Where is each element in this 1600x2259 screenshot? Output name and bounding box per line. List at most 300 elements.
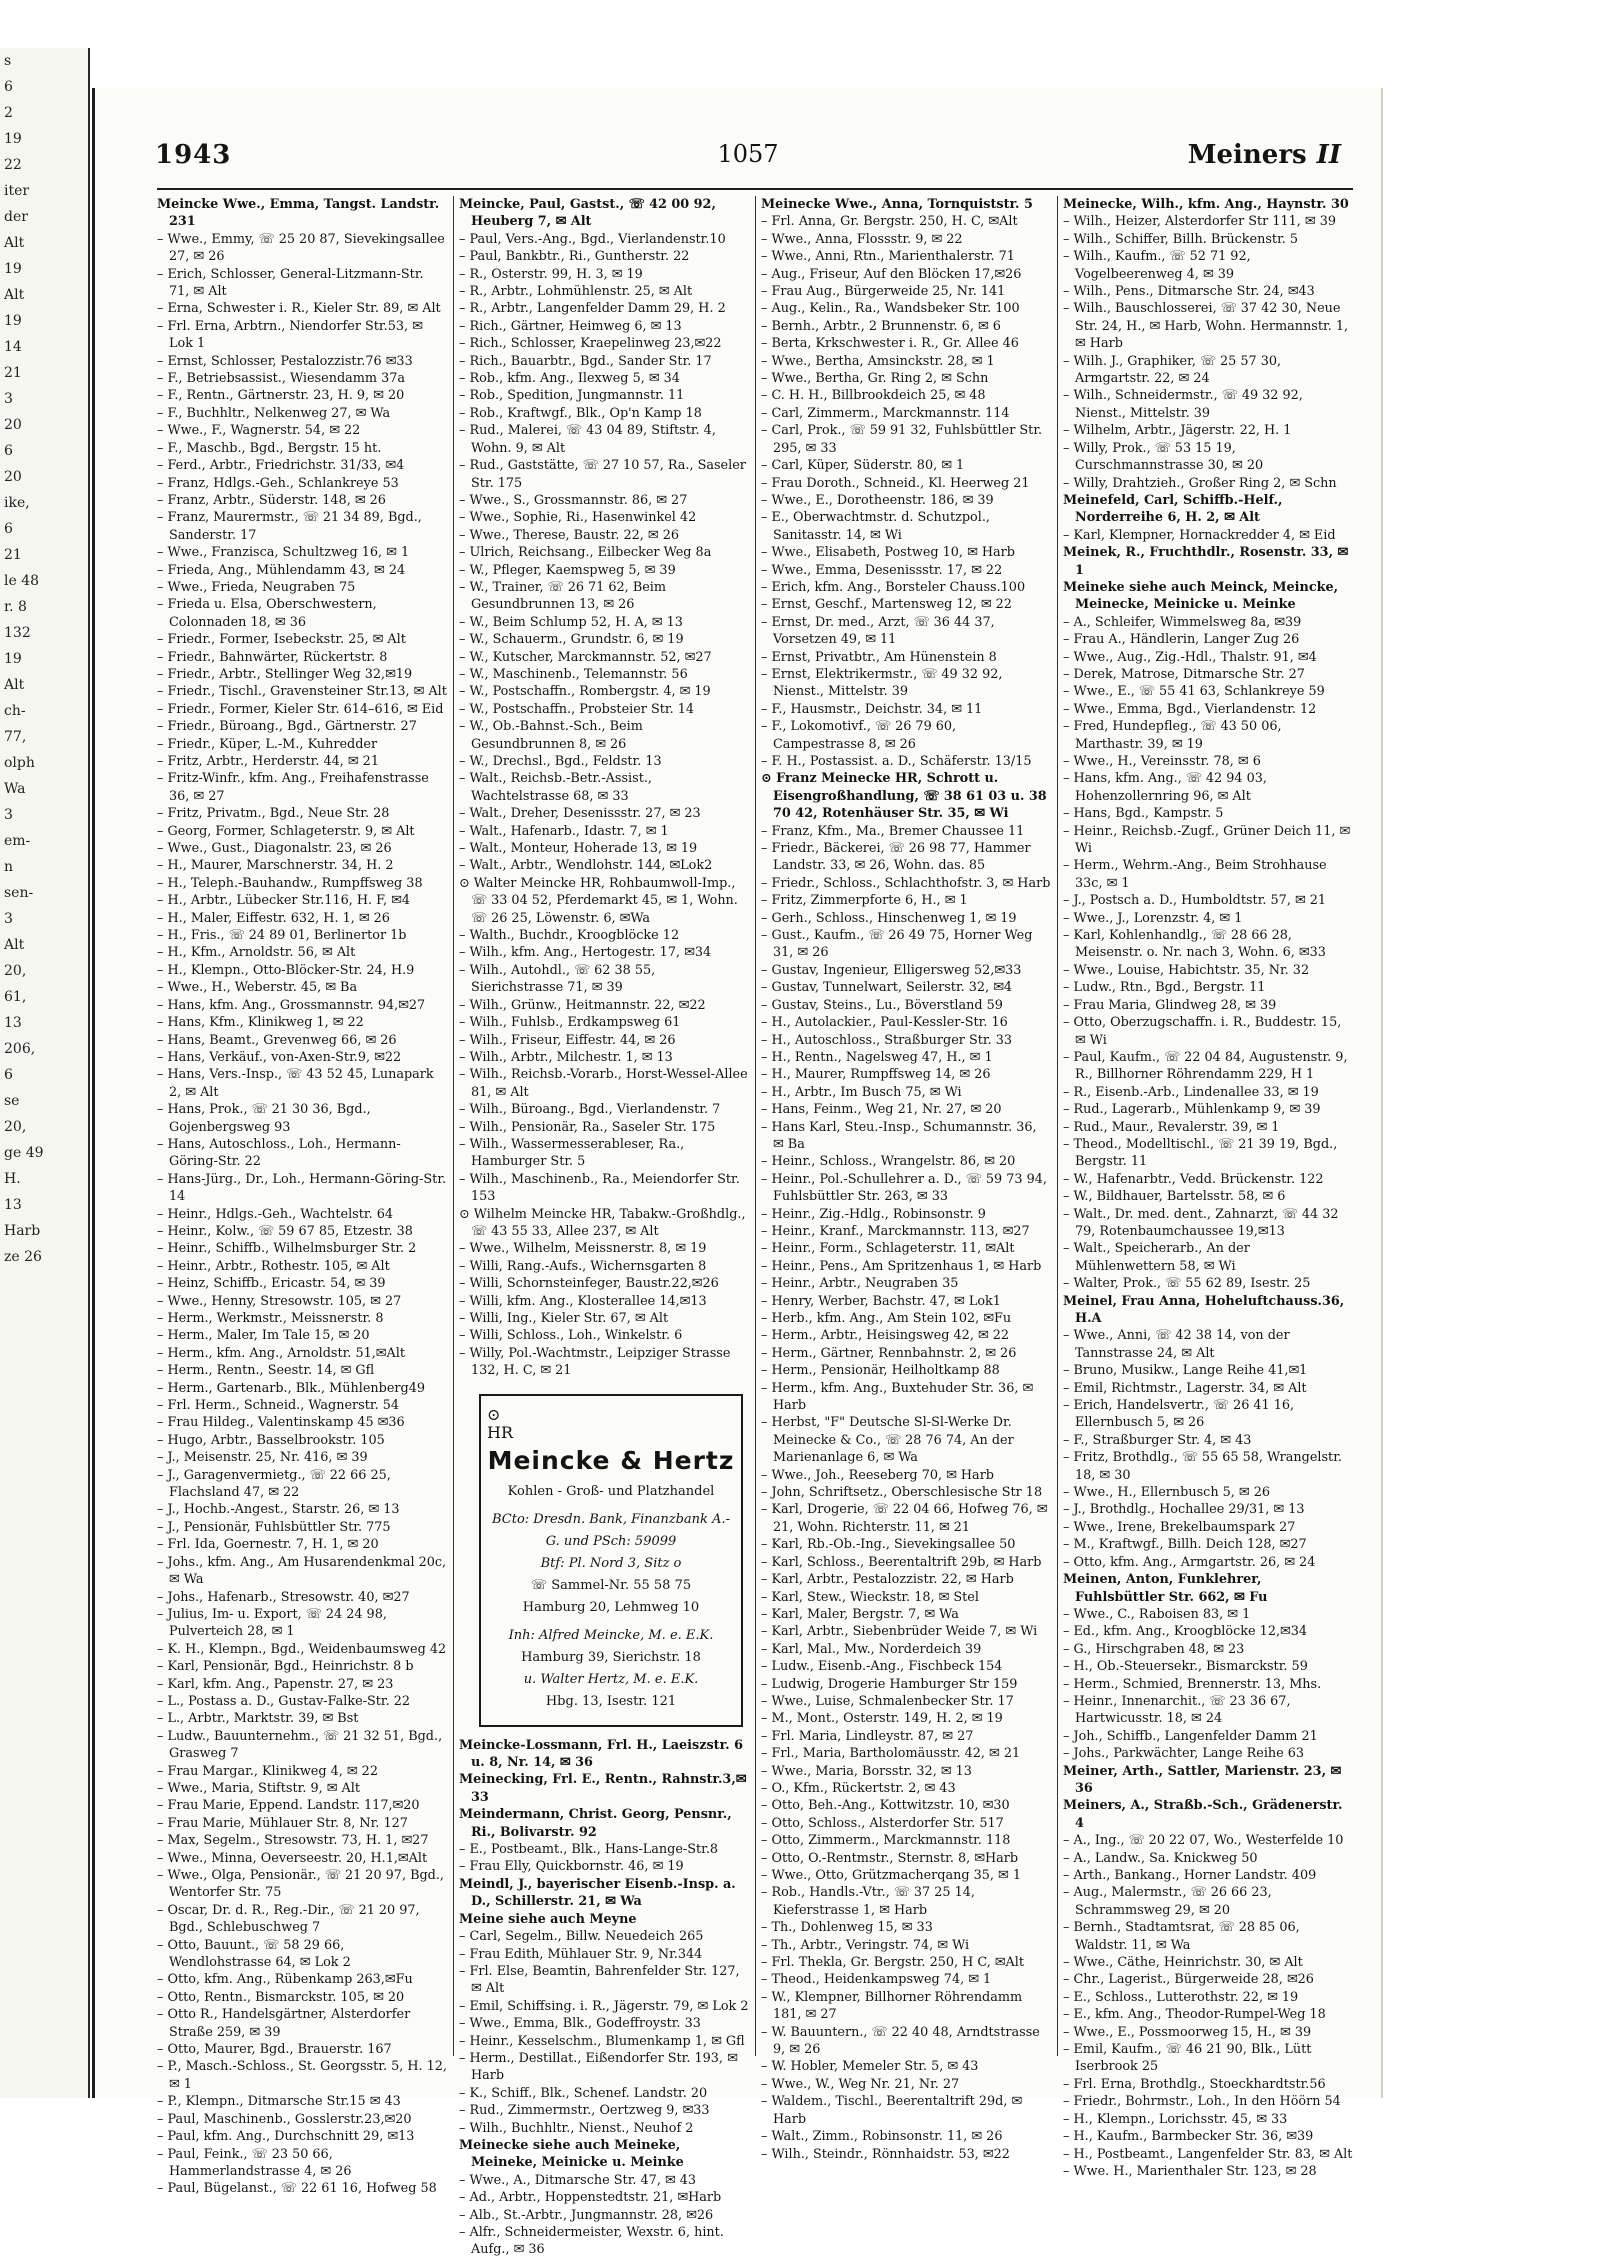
directory-entry: – Walt., Monteur, Hoherade 13, ✉ 19 xyxy=(459,841,698,857)
directory-entry: – Heinr., Arbtr., Neugraben 35 xyxy=(761,1276,959,1292)
prev-page-fragment: 20 xyxy=(4,417,22,433)
prev-page-fragment: 20, xyxy=(4,1119,27,1135)
directory-entry: – Wilh., Autohdl., ☏ 62 38 55, Sierichstrasse 71, ✉ 39 xyxy=(459,962,656,996)
directory-entry: – Erich, Schlosser, General-Litzmann-Str. 71, ✉ Alt xyxy=(157,266,424,300)
directory-entry: – Bernh., Stadtamtsrat, ☏ 28 85 06, Waldstr. 11, ✉ Wa xyxy=(1063,1920,1300,1953)
directory-entry: – Otto, O.-Rentmstr., Sternstr. 8, ✉Harb xyxy=(761,1850,1019,1866)
directory-entry: – Wwe., E., Dorotheenstr. 186, ✉ 39 xyxy=(761,492,994,508)
directory-entry: – Willi, Schornsteinfeger, Baustr.22,✉26 xyxy=(459,1276,719,1292)
directory-entry: – Heinr., Form., Schlageterstr. 11, ✉Alt xyxy=(761,1241,1015,1257)
prev-page-fragment: 14 xyxy=(4,339,22,355)
directory-entry: – Walter, Prok., ☏ 55 62 89, Isestr. 25 xyxy=(1063,1276,1311,1292)
directory-entry: – Wilh., Grünw., Heitmannstr. 22, ✉22 xyxy=(459,997,706,1013)
directory-entry: – J., Meisenstr. 25, Nr. 416, ✉ 39 xyxy=(157,1450,368,1466)
directory-entry: – Walt., Dreher, Desenissstr. 27, ✉ 23 xyxy=(459,806,701,822)
directory-page xyxy=(92,88,1381,2258)
directory-entry: – Willi, Rang.-Aufs., Wichernsgarten 8 xyxy=(459,1258,707,1274)
directory-entry: – R., Arbtr., Lohmühlenstr. 25, ✉ Alt xyxy=(459,284,693,300)
directory-entry: – Wwe., Therese, Baustr. 22, ✉ 26 xyxy=(459,527,679,543)
directory-entry: – Karl, Pensionär, Bgd., Heinrichstr. 8 b xyxy=(157,1659,414,1675)
directory-entry: – Heinr., Pol.-Schullehrer a. D., ☏ 59 73 94, Fuhlsbüttler Str. 263, ✉ 33 xyxy=(761,1171,1047,1205)
directory-entry: – Ed., kfm. Ang., Kroogblöcke 12,✉34 xyxy=(1063,1624,1308,1640)
directory-entry: – Johs., Hafenarb., Stresowstr. 40, ✉27 xyxy=(157,1589,410,1605)
directory-entry: – Hans, Beamt., Grevenweg 66, ✉ 26 xyxy=(157,1032,397,1048)
prev-page-fragment: se xyxy=(4,1093,20,1109)
directory-entry: – Th., Arbtr., Veringstr. 74, ✉ Wi xyxy=(761,1937,970,1953)
directory-entry: – K. H., Klempn., Bgd., Weidenbaumsweg 42 xyxy=(157,1641,447,1657)
directory-entry: – Wwe., Aug., Zig.-Hdl., Thalstr. 91, ✉4 xyxy=(1063,649,1317,665)
prev-page-fragment: 3 xyxy=(4,807,13,823)
directory-entry: – Wwe., Olga, Pensionär., ☏ 21 20 97, Bgd., Wentorfer Str. 75 xyxy=(157,1868,445,1901)
directory-entry: – Wwe., Emmy, ☏ 25 20 87, Sievekingsallee 27, ✉ 26 xyxy=(157,231,445,265)
directory-entry: – H., Arbtr., Im Busch 75, ✉ Wi xyxy=(761,1084,962,1100)
directory-entry: – W., Kutscher, Marckmannstr. 52, ✉27 xyxy=(459,649,712,665)
directory-entry: – H., Autoschloss., Straßburger Str. 33 xyxy=(761,1032,1013,1048)
ad-title: Meincke & Hertz xyxy=(487,1445,735,1475)
prev-page-fragment: n xyxy=(4,859,14,875)
directory-entry: – Frl. Anna, Gr. Bergstr. 250, H. C, ✉Alt xyxy=(761,214,1018,230)
directory-entry: – Emil, Schiffsing. i. R., Jägerstr. 79, ✉ Lok 2 xyxy=(459,1998,749,2014)
directory-entry: – Rich., Bauarbtr., Bgd., Sander Str. 17 xyxy=(459,353,712,369)
directory-entry: – Wwe., J., Lorenzstr. 4, ✉ 1 xyxy=(1063,910,1243,926)
directory-entry: – Herbst, "F" Deutsche Sl-Sl-Werke Dr. Meinecke & Co., ☏ 28 76 74, An der Marienanlage 6, ✉ Wa xyxy=(761,1415,1014,1466)
directory-entry: – Rob., Handls.-Vtr., ☏ 37 25 14, Kieferstrasse 1, ✉ Harb xyxy=(761,1885,975,1918)
directory-entry: – Frau Edith, Mühlauer Str. 9, Nr.344 xyxy=(459,1946,703,1962)
prev-page-fragment: Alt xyxy=(4,287,25,303)
directory-entry: – Rich., Schlosser, Kraepelinweg 23,✉22 xyxy=(459,336,722,352)
directory-entry: – Willi, kfm. Ang., Klosterallee 14,✉13 xyxy=(459,1293,707,1309)
directory-entry: – W., Schauerm., Grundstr. 6, ✉ 19 xyxy=(459,632,684,648)
directory-entry: – Wilh., Schneidermstr., ☏ 49 32 92, Nienst., Mittelstr. 39 xyxy=(1063,388,1303,421)
directory-entry: – Wilh., Pensionär, Ra., Saseler Str. 175 xyxy=(459,1119,716,1135)
directory-entry: – Julius, Im- u. Export, ☏ 24 24 98, Pulverteich 28, ✉ 1 xyxy=(157,1606,387,1640)
directory-entry: – Herm., kfm. Ang., Arnoldstr. 51,✉Alt xyxy=(157,1345,405,1361)
prev-page-fragment: 3 xyxy=(4,911,13,927)
directory-entry: – Hans, kfm. Ang., ☏ 42 94 03, Hohenzollernring 96, ✉ Alt xyxy=(1063,771,1267,804)
directory-entry: – Waldem., Tischl., Beerentaltrift 29d, ✉ Harb xyxy=(761,2094,1023,2127)
directory-entry: – Frl., Maria, Bartholomäusstr. 42, ✉ 21 xyxy=(761,1746,1021,1762)
directory-heading-entry: Meinen, Anton, Funklehrer, Fuhlsbüttler Str. 662, ✉ Fu xyxy=(1063,1572,1268,1605)
directory-entry: – Herm., Destillat., Eißendorfer Str. 193, ✉ Harb xyxy=(459,2050,738,2084)
directory-entry: – Wwe., Frieda, Neugraben 75 xyxy=(157,579,356,595)
directory-entry: – Karl, Kohlenhandlg., ☏ 28 66 28, Meisenstr. o. Nr. nach 3, Wohn. 6, ✉33 xyxy=(1063,928,1326,961)
directory-entry: – Willy, Prok., ☏ 53 15 19, Curschmannstrasse 30, ✉ 20 xyxy=(1063,440,1264,474)
directory-entry: – Theod., Heidenkampsweg 74, ✉ 1 xyxy=(761,1972,992,1988)
directory-entry: – Frl. Thekla, Gr. Bergstr. 250, H C, ✉Alt xyxy=(761,1955,1025,1971)
directory-entry: – W. Hobler, Memeler Str. 5, ✉ 43 xyxy=(761,2059,979,2075)
directory-entry: – Otto, Oberzugschaffn. i. R., Buddestr. 15, ✉ Wi xyxy=(1063,1015,1342,1048)
directory-entry: – W., Ob.-Bahnst.-Sch., Beim Gesundbrunnen 8, ✉ 26 xyxy=(459,719,643,752)
directory-entry: – W. Bauuntern., ☏ 22 40 48, Arndtstrasse 9, ✉ 26 xyxy=(761,2024,1040,2058)
directory-entry: – F., Betriebsassist., Wiesendamm 37a xyxy=(157,371,406,387)
directory-entry: – Erich, Handelsvertr., ☏ 26 41 16, Ellernbusch 5, ✉ 26 xyxy=(1063,1398,1295,1431)
directory-entry: – Gust., Kaufm., ☏ 26 49 75, Horner Weg 31, ✉ 26 xyxy=(761,928,1033,961)
directory-entry: – Joh., Schiffb., Langenfelder Damm 21 xyxy=(1063,1728,1318,1744)
directory-entry: – Friedr., Former, Kieler Str. 614–616, ✉ Eid xyxy=(157,701,444,717)
directory-entry: – M., Kraftwgf., Billh. Deich 128, ✉27 xyxy=(1063,1537,1307,1553)
directory-entry: – Wwe. H., Marienthaler Str. 123, ✉ 28 xyxy=(1063,2163,1317,2179)
directory-entry: – Heinr., Hdlgs.-Geh., Wachtelstr. 64 xyxy=(157,1206,394,1222)
directory-entry: – Friedr., Arbtr., Stellinger Weg 32,✉19 xyxy=(157,666,413,682)
directory-entry: – Walt., Zimm., Robinsonstr. 11, ✉ 26 xyxy=(761,2129,1003,2145)
directory-entry: – Otto, kfm. Ang., Armgartstr. 26, ✉ 24 xyxy=(1063,1554,1316,1570)
directory-entry: – Wilh., Buchhltr., Nienst., Neuhof 2 xyxy=(459,2120,694,2136)
directory-entry: – Emil, Kaufm., ☏ 46 21 90, Blk., Lütt Iserbrook 25 xyxy=(1063,2042,1312,2075)
directory-entry: – Paul, Bankbtr., Ri., Guntherstr. 22 xyxy=(459,249,690,265)
directory-entry: – Frau A., Händlerin, Langer Zug 26 xyxy=(1063,632,1300,648)
directory-entry: – Alb., St.-Arbtr., Jungmannstr. 28, ✉26 xyxy=(459,2207,714,2223)
ad-btf: Btf: Pl. Nord 3, Sitz o xyxy=(540,1555,682,1571)
directory-entry: – P., Masch.-Schloss., St. Georgsstr. 5, H. 12, ✉ 1 xyxy=(157,2059,447,2092)
prev-page-fragment: 6 xyxy=(4,79,13,95)
directory-entry: – Franz, Maurermstr., ☏ 21 34 89, Bgd., Sanderstr. 17 xyxy=(157,510,422,543)
directory-entry: – Wwe., Emma, Desenissstr. 17, ✉ 22 xyxy=(761,562,1003,578)
directory-entry: – Georg, Former, Schlageterstr. 9, ✉ Alt xyxy=(157,823,415,839)
directory-entry: – Walt., Arbtr., Wendlohstr. 144, ✉Lok2 xyxy=(459,858,713,874)
directory-heading-entry: Meineke siehe auch Meinck, Meincke, Meinecke, Meinicke u. Meinke xyxy=(1063,579,1339,613)
directory-entry: – Wwe., Anni, Rtn., Marienthalerstr. 71 xyxy=(761,249,1015,265)
directory-entry: – Herm., Pensionär, Heilholtkamp 88 xyxy=(761,1363,1000,1379)
directory-entry: – H., Maler, Eiffestr. 632, H. 1, ✉ 26 xyxy=(157,910,390,926)
directory-entry: – Willi, Schloss., Loh., Winkelstr. 6 xyxy=(459,1328,683,1344)
directory-entry: – E., kfm. Ang., Theodor-Rumpel-Weg 18 xyxy=(1063,2007,1326,2023)
prev-page-fragment: 22 xyxy=(4,157,22,173)
directory-entry: – W., Drechsl., Bgd., Feldstr. 13 xyxy=(459,754,662,769)
directory-entry: – Carl, Segelm., Billw. Neuedeich 265 xyxy=(459,1929,704,1945)
prev-page-fragment: Alt xyxy=(4,235,25,251)
directory-entry: – K., Schiff., Blk., Schenef. Landstr. 20 xyxy=(459,2085,708,2101)
directory-entry: ⊙ Wilhelm Meincke HR, Tabakw.-Großhdlg., ☏ 43 55 33, Allee 237, ✉ Alt xyxy=(459,1206,746,1239)
prev-page-fragment: 20 xyxy=(4,469,22,485)
directory-heading-entry: Meincke Wwe., Emma, Tangst. Landstr. 231 xyxy=(157,197,440,230)
prev-page-fragment: 21 xyxy=(4,365,22,381)
directory-entry: – F., Maschb., Bgd., Bergstr. 15 ht. xyxy=(157,440,382,456)
directory-entry: – J., Brothdlg., Hochallee 29/31, ✉ 13 xyxy=(1063,1502,1305,1518)
ad-address: Hamburg 20, Lehmweg 10 xyxy=(522,1599,700,1615)
ad-owner: Hamburg 39, Sierichstr. 18 xyxy=(521,1649,701,1665)
directory-entry: – Herm., Rentn., Seestr. 14, ✉ Gfl xyxy=(157,1363,375,1379)
directory-entry: – Frau Maria, Glindweg 28, ✉ 39 xyxy=(1063,997,1277,1013)
column-2 xyxy=(459,196,749,2258)
directory-entry: – Rob., Kraftwgf., Blk., Op'n Kamp 18 xyxy=(459,405,702,421)
running-head-name: Meiners xyxy=(1187,140,1307,170)
prev-page-fragment: ze 26 xyxy=(4,1249,42,1265)
running-head-roman: II xyxy=(1316,140,1341,170)
prev-page-fragment: em- xyxy=(4,833,31,849)
directory-entry: – Ernst, Elektrikermstr., ☏ 49 32 92, Nienst., Mittelstr. 39 xyxy=(761,666,1003,700)
directory-entry: – Herm., kfm. Ang., Buxtehuder Str. 36, ✉ Harb xyxy=(761,1380,1034,1414)
directory-entry: – Wilh., Fuhlsb., Erdkampsweg 61 xyxy=(459,1015,681,1031)
directory-entry: – Hans, Verkäuf., von-Axen-Str.9, ✉22 xyxy=(157,1049,402,1065)
directory-entry: – Wilh., Steindr., Rönnhaidstr. 53, ✉22 xyxy=(761,2146,1010,2162)
directory-entry: – Ernst, Schlosser, Pestalozzistr.76 ✉33 xyxy=(157,353,413,369)
directory-heading-entry: Meincke-Lossmann, Frl. H., Laeiszstr. 6 u. 8, Nr. 14, ✉ 36 xyxy=(459,1737,743,1771)
prev-page-fragment: ge 49 xyxy=(4,1145,44,1161)
directory-entry: – Aug., Malermstr., ☏ 26 66 23, Schrammsweg 29, ✉ 20 xyxy=(1063,1885,1272,1918)
directory-entry: – Ad., Arbtr., Hoppenstedtstr. 21, ✉Harb xyxy=(459,2190,722,2206)
directory-entry: – Johs., Parkwächter, Lange Reihe 63 xyxy=(1063,1746,1305,1762)
directory-entry: – Aug., Friseur, Auf den Blöcken 17,✉26 xyxy=(761,266,1022,282)
prev-page-fragment: sen- xyxy=(4,885,34,901)
directory-entry: – Henry, Werber, Bachstr. 47, ✉ Lok1 xyxy=(761,1293,1001,1309)
directory-heading-entry: Meiners, A., Straßb.-Sch., Grädenerstr. 4 xyxy=(1063,1798,1343,1831)
directory-entry: – Ernst, Geschf., Martensweg 12, ✉ 22 xyxy=(761,597,1012,613)
directory-entry: – O., Kfm., Rückertstr. 2, ✉ 43 xyxy=(761,1780,956,1796)
prev-page-fragment: 6 xyxy=(4,521,13,537)
directory-entry: – Frieda, Ang., Mühlendamm 43, ✉ 24 xyxy=(157,562,406,578)
directory-entry: – Wwe., C., Raboisen 83, ✉ 1 xyxy=(1063,1606,1251,1622)
directory-entry: – Carl, Zimmerm., Marckmannstr. 114 xyxy=(761,405,1010,421)
directory-entry: – Th., Dohlenweg 15, ✉ 33 xyxy=(761,1920,933,1936)
directory-entry: – Paul, Vers.-Ang., Bgd., Vierlandenstr.10 xyxy=(459,231,726,247)
directory-entry: – Hans Karl, Steu.-Insp., Schumannstr. 36, ✉ Ba xyxy=(761,1119,1037,1152)
firm-register-mark: ⊙ HR xyxy=(487,1404,513,1442)
directory-entry: – F., Buchhltr., Nelkenweg 27, ✉ Wa xyxy=(157,405,391,421)
directory-entry: – Derek, Matrose, Ditmarsche Str. 27 xyxy=(1063,666,1305,682)
directory-entry: – W., Beim Schlump 52, H. A, ✉ 13 xyxy=(459,614,683,630)
prev-page-fragment: Wa xyxy=(4,781,26,797)
directory-entry: – Wwe., Emma, Blk., Godeffroystr. 33 xyxy=(459,2016,701,2032)
directory-entry: – Wwe., Bertha, Gr. Ring 2, ✉ Schn xyxy=(761,371,989,387)
directory-heading-entry: Meindermann, Christ. Georg, Pensnr., Ri., Bolivarstr. 92 xyxy=(459,1807,732,1840)
directory-entry: – Rud., Lagerarb., Mühlenkamp 9, ✉ 39 xyxy=(1063,1102,1321,1118)
directory-entry: – Frau Aug., Bürgerweide 25, Nr. 141 xyxy=(761,284,1006,300)
directory-entry: – W., Postschaffn., Rombergstr. 4, ✉ 19 xyxy=(459,684,711,700)
directory-entry: – R., Osterstr. 99, H. 3, ✉ 19 xyxy=(459,266,643,282)
directory-entry: – Wwe., A., Ditmarsche Str. 47, ✉ 43 xyxy=(459,2172,697,2188)
directory-entry: – Wwe., Maria, Borsstr. 32, ✉ 13 xyxy=(761,1763,972,1779)
directory-entry: – Willi, Ing., Kieler Str. 67, ✉ Alt xyxy=(459,1311,669,1326)
prev-page-fragment: 2 xyxy=(4,105,13,121)
directory-entry: – Hans, Bgd., Kampstr. 5 xyxy=(1063,806,1224,822)
directory-heading-entry: Meincke, Paul, Gastst., ☏ 42 00 92, Heuberg 7, ✉ Alt xyxy=(459,197,716,230)
directory-entry: – E., Schloss., Lutterothstr. 22, ✉ 19 xyxy=(1063,1989,1299,2005)
prev-page-fragment: s xyxy=(4,53,12,69)
directory-entry: – Wwe., Anni, ☏ 42 38 14, von der Tannstrasse 24, ✉ Alt xyxy=(1063,1328,1290,1361)
directory-entry: – Gustav, Tunnelwart, Seilerstr. 32, ✉4 xyxy=(761,980,1013,996)
directory-entry: – H., Ob.-Steuersekr., Bismarckstr. 59 xyxy=(1063,1659,1308,1675)
column-rule xyxy=(1057,196,1058,2056)
directory-entry: – Herm., Schmied, Brennerstr. 13, Mhs. xyxy=(1063,1676,1322,1692)
directory-entry: – Wwe., Irene, Brekelbaumspark 27 xyxy=(1063,1519,1296,1535)
prev-page-fragment: 19 xyxy=(4,313,22,329)
ad-phone: ☏ Sammel-Nr. 55 58 75 xyxy=(530,1577,692,1593)
directory-entry: – H., Teleph.-Bauhandw., Rumpffsweg 38 xyxy=(157,875,423,891)
directory-entry: – Heinr., Pens., Am Spritzenhaus 1, ✉ Harb xyxy=(761,1258,1042,1274)
directory-entry: – Wilh., Büroang., Bgd., Vierlandenstr. 7 xyxy=(459,1102,721,1118)
directory-entry: – J., Pensionär, Fuhlsbüttler Str. 775 xyxy=(157,1519,391,1535)
directory-entry: – Wwe., Wilhelm, Meissnerstr. 8, ✉ 19 xyxy=(459,1241,707,1257)
directory-entry: – Emil, Richtmstr., Lagerstr. 34, ✉ Alt xyxy=(1063,1380,1307,1396)
directory-heading-entry: Meinecke Wwe., Anna, Tornquiststr. 5 xyxy=(761,197,1033,212)
directory-entry: – Wilh., Reichsb.-Vorarb., Horst-Wessel-Allee 81, ✉ Alt xyxy=(459,1067,748,1100)
directory-entry: – Walt., Reichsb.-Betr.-Assist., Wachtelstrasse 68, ✉ 33 xyxy=(459,771,652,804)
directory-entry: – Herm., Wehrm.-Ang., Beim Strohhause 33c, ✉ 1 xyxy=(1063,858,1327,891)
directory-entry: – Ludw., Rtn., Bgd., Bergstr. 11 xyxy=(1063,980,1266,996)
directory-entry: – Arth., Bankang., Horner Landstr. 409 xyxy=(1063,1868,1317,1883)
directory-entry: – Wilh., Schiffer, Billh. Brückenstr. 5 xyxy=(1063,231,1299,247)
prev-page-fragment: 6 xyxy=(4,443,13,459)
directory-entry: – Berta, Krkschwester i. R., Gr. Allee 46 xyxy=(761,336,1019,352)
directory-entry: – Max, Segelm., Stresowstr. 73, H. 1, ✉27 xyxy=(157,1833,429,1849)
prev-page-fragment: r. 8 xyxy=(4,599,27,615)
directory-entry: – Paul, Kaufm., ☏ 22 04 84, Augustenstr. 9, R., Billhorner Röhrendamm 229, H 1 xyxy=(1063,1049,1348,1083)
directory-entry: – Hans, kfm. Ang., Grossmannstr. 94,✉27 xyxy=(157,997,426,1013)
directory-entry: – Wilh., Heizer, Alsterdorfer Str 111, ✉ 39 xyxy=(1063,214,1336,230)
directory-heading-entry: Meinecke siehe auch Meineke, Meineke, Meinicke u. Meinke xyxy=(459,2137,684,2171)
running-head xyxy=(1188,140,1341,170)
directory-entry: – Wilh., kfm. Ang., Hertogestr. 17, ✉34 xyxy=(459,945,712,961)
directory-entry: – Otto, Maurer, Bgd., Brauerstr. 167 xyxy=(157,2042,392,2058)
ad-subtitle: Kohlen - Groß- und Platzhandel xyxy=(507,1483,715,1499)
directory-entry: – Friedr., Küper, L.-M., Kuhredder xyxy=(157,736,378,752)
directory-entry: – F. H., Postassist. a. D., Schäferstr. 13/15 xyxy=(761,754,1032,769)
prev-page-fragment: olph xyxy=(4,755,35,771)
directory-entry: – Wilh., Arbtr., Milchestr. 1, ✉ 13 xyxy=(459,1049,673,1065)
prev-page-fragment: 77, xyxy=(4,729,27,745)
page-number: 1057 xyxy=(717,140,779,168)
directory-entry: – Fritz, Arbtr., Herderstr. 44, ✉ 21 xyxy=(157,754,379,769)
directory-entry: – J., Hochb.-Angest., Starstr. 26, ✉ 13 xyxy=(157,1502,400,1518)
directory-entry: – Wwe., Franzisca, Schultzweg 16, ✉ 1 xyxy=(157,545,410,561)
directory-entry: – Friedr., Bahnwärter, Rückertstr. 8 xyxy=(157,649,388,665)
directory-entry: – Friedr., Bäckerei, ☏ 26 98 77, Hammer Landstr. 33, ✉ 26, Wohn. das. 85 xyxy=(761,841,1031,874)
directory-entry: – Wwe., F., Wagnerstr. 54, ✉ 22 xyxy=(157,423,361,439)
directory-entry: – Heinr., Innenarchit., ☏ 23 36 67, Hartwicusstr. 18, ✉ 24 xyxy=(1063,1693,1291,1727)
directory-entry: – Hans, Vers.-Insp., ☏ 43 52 45, Lunapark 2, ✉ Alt xyxy=(157,1067,434,1100)
directory-entry: – Gustav, Steins., Lu., Böverstland 59 xyxy=(761,997,1003,1013)
directory-entry: – Herm., Werkmstr., Meissnerstr. 8 xyxy=(157,1311,384,1326)
prev-page-fragment: 13 xyxy=(4,1197,22,1213)
directory-entry: – Wwe., Luise, Schmalenbecker Str. 17 xyxy=(761,1693,1014,1709)
directory-entry: – Heinr., Schiffb., Wilhelmsburger Str. 2 xyxy=(157,1241,417,1257)
directory-entry: – E., Postbeamt., Blk., Hans-Lange-Str.8 xyxy=(459,1842,719,1858)
prev-page-fragment: ike, xyxy=(4,495,30,511)
directory-entry: – Herm., Arbtr., Heisingsweg 42, ✉ 22 xyxy=(761,1328,1010,1344)
directory-entry: – Chr., Lagerist., Bürgerweide 28, ✉26 xyxy=(1063,1972,1314,1988)
directory-entry: – Karl, Stew., Wieckstr. 18, ✉ Stel xyxy=(761,1589,979,1605)
prev-page-fragment: 19 xyxy=(4,131,22,147)
directory-entry: – Karl, Mal., Mw., Norderdeich 39 xyxy=(761,1641,982,1657)
directory-entry: – Wwe., Bertha, Amsinckstr. 28, ✉ 1 xyxy=(761,353,995,369)
prev-page-fragment: iter xyxy=(4,183,30,199)
directory-entry: – Wilh., Friseur, Eiffestr. 44, ✉ 26 xyxy=(459,1032,676,1048)
ad-owner: Inh: Alfred Meincke, M. e. E.K. xyxy=(508,1627,714,1643)
directory-entry: – Karl, Drogerie, ☏ 22 04 66, Hofweg 76, ✉ 21, Wohn. Richterstr. 11, ✉ 21 xyxy=(761,1502,1048,1535)
directory-entry: – H., Maurer, Marschnerstr. 34, H. 2 xyxy=(157,858,394,874)
directory-entry: – Gustav, Ingenieur, Elligersweg 52,✉33 xyxy=(761,962,1022,978)
directory-entry: – Oscar, Dr. d. R., Reg.-Dir., ☏ 21 20 97, Bgd., Schlebuschweg 7 xyxy=(157,1902,420,1936)
directory-entry: – R., Eisenb.-Arb., Lindenallee 33, ✉ 19 xyxy=(1063,1084,1319,1100)
column-3 xyxy=(761,196,1051,2162)
directory-entry: – Karl, kfm. Ang., Papenstr. 27, ✉ 23 xyxy=(157,1676,394,1692)
directory-entry: – Hans, Feinm., Weg 21, Nr. 27, ✉ 20 xyxy=(761,1102,1002,1118)
directory-entry: – John, Schriftsetz., Oberschlesische Str 18 xyxy=(761,1485,1043,1501)
ad-owner: Hbg. 13, Isestr. 121 xyxy=(545,1693,677,1709)
directory-heading-entry: Meinek, R., Fruchthdlr., Rosenstr. 33, ✉ 1 xyxy=(1063,545,1349,578)
directory-entry: – Friedr., Büroang., Bgd., Gärtnerstr. 27 xyxy=(157,719,417,735)
directory-entry: – Otto R., Handelsgärtner, Alsterdorfer Straße 259, ✉ 39 xyxy=(157,2007,411,2040)
advertisement-box xyxy=(479,1394,743,1727)
directory-entry: – Karl, Arbtr., Pestalozzistr. 22, ✉ Harb xyxy=(761,1572,1014,1588)
directory-entry: – Heinr., Kranf., Marckmannstr. 113, ✉27 xyxy=(761,1223,1030,1239)
directory-entry: – Karl, Arbtr., Siebenbrüder Weide 7, ✉ Wi xyxy=(761,1624,1038,1640)
directory-entry: – Herm., Gartenarb., Blk., Mühlenberg49 xyxy=(157,1380,426,1396)
directory-entry: – Heinr., Arbtr., Rothestr. 105, ✉ Alt xyxy=(157,1258,390,1274)
prev-page-fragment: le 48 xyxy=(4,573,40,589)
directory-entry: – Hans, Kfm., Klinikweg 1, ✉ 22 xyxy=(157,1015,364,1031)
directory-entry: – Franz, Arbtr., Süderstr. 148, ✉ 26 xyxy=(157,492,386,508)
directory-entry: – Karl, Schloss., Beerentaltrift 29b, ✉ Harb xyxy=(761,1554,1042,1570)
directory-entry: – Paul, Maschinenb., Gosslerstr.23,✉20 xyxy=(157,2111,412,2127)
directory-entry: – Herb., kfm. Ang., Am Stein 102, ✉Fu xyxy=(761,1311,1012,1326)
directory-entry: – Friedr., Bohrmstr., Loh., In den Höörn 54 xyxy=(1063,2094,1341,2110)
directory-entry: – W., Pfleger, Kaemspweg 5, ✉ 39 xyxy=(459,562,676,578)
directory-heading-entry: Meinecke, Wilh., kfm. Ang., Haynstr. 30 xyxy=(1063,197,1349,212)
directory-entry: – Karl, Rb.-Ob.-Ing., Sievekingsallee 50 xyxy=(761,1537,1016,1553)
directory-entry: – Carl, Prok., ☏ 59 91 32, Fuhlsbüttler Str. 295, ✉ 33 xyxy=(761,423,1043,456)
prev-page-fragment: 206, xyxy=(4,1041,36,1057)
directory-entry: – Erich, kfm. Ang., Borsteler Chauss.100 xyxy=(761,579,1026,595)
directory-entry: – Carl, Küper, Süderstr. 80, ✉ 1 xyxy=(761,458,965,474)
directory-entry: – Herm., Maler, Im Tale 15, ✉ 20 xyxy=(157,1328,370,1344)
directory-entry: – H., Kaufm., Barmbecker Str. 36, ✉39 xyxy=(1063,2129,1314,2145)
directory-entry: – Johs., kfm. Ang., Am Husarendenkmal 20c, ✉ Wa xyxy=(157,1554,447,1588)
directory-entry: – F., Straßburger Str. 4, ✉ 43 xyxy=(1063,1432,1252,1448)
directory-entry: – Fritz, Zimmerpforte 6, H., ✉ 1 xyxy=(761,893,968,909)
directory-entry: – L., Arbtr., Marktstr. 39, ✉ Bst xyxy=(157,1711,359,1727)
directory-entry: – Wwe., H., Ellernbusch 5, ✉ 26 xyxy=(1063,1485,1270,1501)
directory-entry: – L., Postass a. D., Gustav-Falke-Str. 22 xyxy=(157,1693,411,1709)
column-rule xyxy=(755,196,756,2056)
directory-entry: – R., Arbtr., Langenfelder Damm 29, H. 2 xyxy=(459,301,726,317)
ad-owner: u. Walter Hertz, M. e. E.K. xyxy=(523,1671,699,1687)
directory-entry: – C. H. H., Billbrookdeich 25, ✉ 48 xyxy=(761,388,986,404)
directory-entry: – Rud., Zimmermstr., Oertzweg 9, ✉33 xyxy=(459,2103,710,2119)
directory-entry: – F., Rentn., Gärtnerstr. 23, H. 9, ✉ 20 xyxy=(157,388,405,404)
directory-entry: – Ernst, Privatbtr., Am Hünenstein 8 xyxy=(761,649,997,665)
directory-entry: – Wilh., Wassermesserableser, Ra., Hamburger Str. 5 xyxy=(459,1136,685,1170)
directory-entry: – Otto, Beh.-Ang., Kottwitzstr. 10, ✉30 xyxy=(761,1798,1010,1814)
directory-entry: – Willy, Drahtzieh., Großer Ring 2, ✉ Schn xyxy=(1063,475,1337,491)
directory-entry: – Heinz, Schiffb., Ericastr. 54, ✉ 39 xyxy=(157,1276,386,1292)
directory-entry: – Hans, Prok., ☏ 21 30 36, Bgd., Gojenbergsweg 93 xyxy=(157,1102,371,1135)
directory-entry: – H., Postbeamt., Langenfelder Str. 83, ✉ Alt xyxy=(1063,2146,1353,2162)
directory-entry: – Wilh., Pens., Ditmarsche Str. 24, ✉43 xyxy=(1063,284,1315,300)
directory-entry: – Bernh., Arbtr., 2 Brunnenstr. 6, ✉ 6 xyxy=(761,318,1001,334)
directory-entry: – Rud., Gaststätte, ☏ 27 10 57, Ra., Saseler Str. 175 xyxy=(459,458,746,491)
directory-heading-entry: Meindl, J., bayerischer Eisenb.-Insp. a. D., Schillerstr. 21, ✉ Wa xyxy=(459,1876,736,1910)
directory-entry: – Friedr., Schloss., Schlachthofstr. 3, ✉ Harb xyxy=(761,875,1051,891)
directory-entry: – F., Lokomotivf., ☏ 26 79 60, Campestrasse 8, ✉ 26 xyxy=(761,719,957,752)
prev-page-fragment: H. xyxy=(4,1171,21,1187)
prev-page-fragment: Alt xyxy=(4,937,25,953)
directory-entry: – Friedr., Tischl., Gravensteiner Str.13, ✉ Alt xyxy=(157,684,447,700)
directory-entry: – Walt., Dr. med. dent., Zahnarzt, ☏ 44 32 79, Rotenbaumchaussee 19,✉13 xyxy=(1063,1206,1339,1239)
directory-entry: – Wwe., S., Grossmannstr. 86, ✉ 27 xyxy=(459,492,688,508)
directory-heading-entry: Meiner, Arth., Sattler, Marienstr. 23, ✉36 xyxy=(1063,1763,1342,1796)
directory-entry: – Willy, Pol.-Wachtmstr., Leipziger Strasse 132, H. C, ✉ 21 xyxy=(459,1345,731,1379)
directory-entry: – Frl. Else, Beamtin, Bahrenfelder Str. 127, ✉ Alt xyxy=(459,1963,740,1997)
directory-entry: – W., Trainer, ☏ 26 71 62, Beim Gesundbrunnen 13, ✉ 26 xyxy=(459,579,667,613)
directory-entry: – H., Klempn., Lorichsstr. 45, ✉ 33 xyxy=(1063,2111,1288,2127)
directory-entry: – Wwe., Sophie, Ri., Hasenwinkel 42 xyxy=(459,510,697,526)
directory-entry: – Rich., Gärtner, Heimweg 6, ✉ 13 xyxy=(459,318,682,334)
previous-page-edge xyxy=(0,48,90,2098)
directory-entry: – Otto, kfm. Ang., Rübenkamp 263,✉Fu xyxy=(157,1972,413,1988)
directory-entry: – Frl. Erna, Arbtrn., Niendorfer Str.53, ✉ Lok 1 xyxy=(157,318,423,352)
directory-entry: – Rud., Maur., Revalerstr. 39, ✉ 1 xyxy=(1063,1119,1280,1135)
